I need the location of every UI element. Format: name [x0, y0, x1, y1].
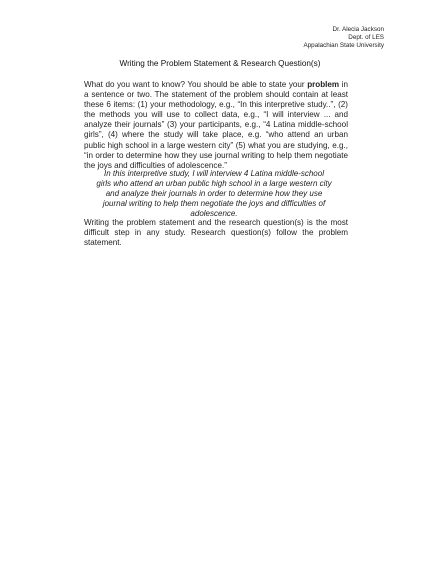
page-title: Writing the Problem Statement & Research Question(s) — [119, 59, 321, 68]
problem-statement-paragraph — [84, 80, 348, 171]
closing-paragraph: Writing the problem statement and the research question(s) is the most difficult step in any study. Research question(s) follow the problem statement. — [84, 218, 348, 248]
example-quote: In this interpretive study, I will interview 4 Latina middle-school girls who attend an urban public high school in a large western city and analyze their journals in order to determine how they use journal writing to help them negotiate the joys and difficulties of adolescence. — [96, 169, 332, 219]
paragraph-text-rest: in a sentence or two. The statement of the problem should contain at least these 6 items: (1) your methodology, e.g., “In this interpretive study..”, (2) the methods you will use to collect data, e.g., “I will interview ... and analyze their journals” (3) your participants, e.g., “4 Latina middle-school girls”, (4) where the study will take place, e.g. “who attend an urban public high school in a large western city” (5) what you are studying, e.g., “in order to determine how they use journal writing to help them negotiate the joys and difficulties of adolescence.” — [84, 80, 348, 170]
paragraph-text-start: What do you want to know? You should be able to state your — [84, 80, 308, 89]
author-university: Appalachian State University — [303, 42, 384, 50]
author-department: Dept. of LES — [348, 34, 384, 42]
author-name: Dr. Alecia Jackson — [332, 26, 384, 33]
author-block — [303, 26, 384, 51]
emphasized-word: problem — [307, 80, 340, 89]
